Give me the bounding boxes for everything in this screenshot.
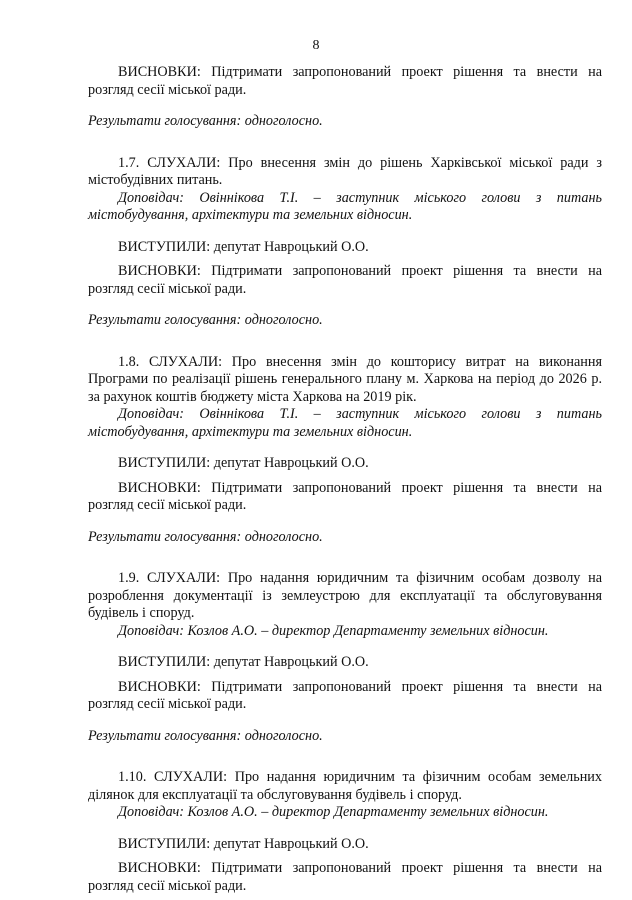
conclusion-text: Підтримати запропонований проект рішення та внести на розгляд сесії міської ради. xyxy=(88,263,602,297)
conclusion-label: ВИСНОВКИ: xyxy=(118,860,201,876)
spoke-paragraph xyxy=(88,654,602,672)
speaker-paragraph: Доповідач: Козлов А.О. – директор Департаменту земельних відносин. xyxy=(118,804,549,820)
heard-paragraph xyxy=(88,354,602,407)
heard-text: Про внесення змін до кошторису витрат на виконання Програми по реалізації рішень генерального плану м. Харкова на період до 2026 р. за рахунок коштів бюджету міста Харкова на 2019 рік. xyxy=(88,353,602,405)
speaker-paragraph: Доповідач: Овіннікова Т.І. – заступник міського голови з питань містобудування, архітектури та земельних відносин. xyxy=(88,406,602,440)
spoke-text: депутат Навроцький О.О. xyxy=(210,835,369,852)
speaker-paragraph: Доповідач: Козлов А.О. – директор Департаменту земельних відносин. xyxy=(118,622,549,639)
conclusion-paragraph xyxy=(88,679,602,714)
heard-text: Про надання юридичним та фізичним особам дозволу на розроблення документації із землеустрою для експлуатації та обслуговування будівель і споруд. xyxy=(88,570,602,621)
spoke-text: депутат Навроцький О.О. xyxy=(210,238,369,255)
spoke-label: ВИСТУПИЛИ: xyxy=(118,835,211,852)
heard-label: 1.9. СЛУХАЛИ: xyxy=(118,570,221,586)
heard-paragraph xyxy=(88,155,602,190)
conclusion-label: ВИСНОВКИ: xyxy=(118,64,201,80)
conclusion-label: ВИСНОВКИ: xyxy=(118,263,201,279)
conclusion-text: Підтримати запропонований проект рішення та внести на розгляд сесії міської ради. xyxy=(88,860,602,894)
conclusion-label: ВИСНОВКИ: xyxy=(118,678,201,695)
vote-result: Результати голосування: одноголосно. xyxy=(88,312,323,328)
spoke-label: ВИСТУПИЛИ: xyxy=(118,455,211,471)
document-body xyxy=(88,64,602,895)
spoke-paragraph xyxy=(88,239,602,257)
vote-result: Результати голосування: одноголосно. xyxy=(88,113,323,129)
heard-paragraph xyxy=(88,570,602,623)
spoke-label: ВИСТУПИЛИ: xyxy=(118,238,211,255)
speaker-paragraph: Доповідач: Овіннікова Т.І. – заступник міського голови з питань містобудування, архітектури та земельних відносин. xyxy=(88,189,602,223)
vote-result: Результати голосування: одноголосно. xyxy=(88,528,323,545)
conclusion-paragraph xyxy=(88,860,602,895)
spoke-label: ВИСТУПИЛИ: xyxy=(118,654,211,670)
heard-label: 1.8. СЛУХАЛИ: xyxy=(118,353,223,370)
spoke-paragraph xyxy=(88,455,602,473)
vote-result: Результати голосування: одноголосно. xyxy=(88,727,323,744)
spoke-paragraph xyxy=(88,836,602,854)
conclusion-label: ВИСНОВКИ: xyxy=(118,479,201,496)
heard-text: Про внесення змін до рішень Харківської міської ради з містобудівних питань. xyxy=(88,154,602,188)
conclusion-text: Підтримати запропонований проект рішення та внести на розгляд сесії міської ради. xyxy=(88,678,602,712)
heard-text: Про надання юридичним та фізичним особам земельних ділянок для експлуатації та обслуговування будівель і споруд. xyxy=(88,769,602,803)
spoke-text: депутат Навроцький О.О. xyxy=(210,654,369,670)
heard-paragraph xyxy=(88,769,602,804)
conclusion-paragraph xyxy=(88,480,602,515)
page-number: 8 xyxy=(312,38,320,53)
heard-label: 1.10. СЛУХАЛИ: xyxy=(118,769,228,785)
conclusion-paragraph xyxy=(88,263,602,298)
spoke-text: депутат Навроцький О.О. xyxy=(210,455,369,471)
heard-label: 1.7. СЛУХАЛИ: xyxy=(118,154,221,171)
conclusion-text: Підтримати запропонований проект рішення та внести на розгляд сесії міської ради. xyxy=(88,64,602,98)
conclusion-text: Підтримати запропонований проект рішення та внести на розгляд сесії міської ради. xyxy=(88,479,602,513)
conclusion-paragraph xyxy=(88,64,602,99)
